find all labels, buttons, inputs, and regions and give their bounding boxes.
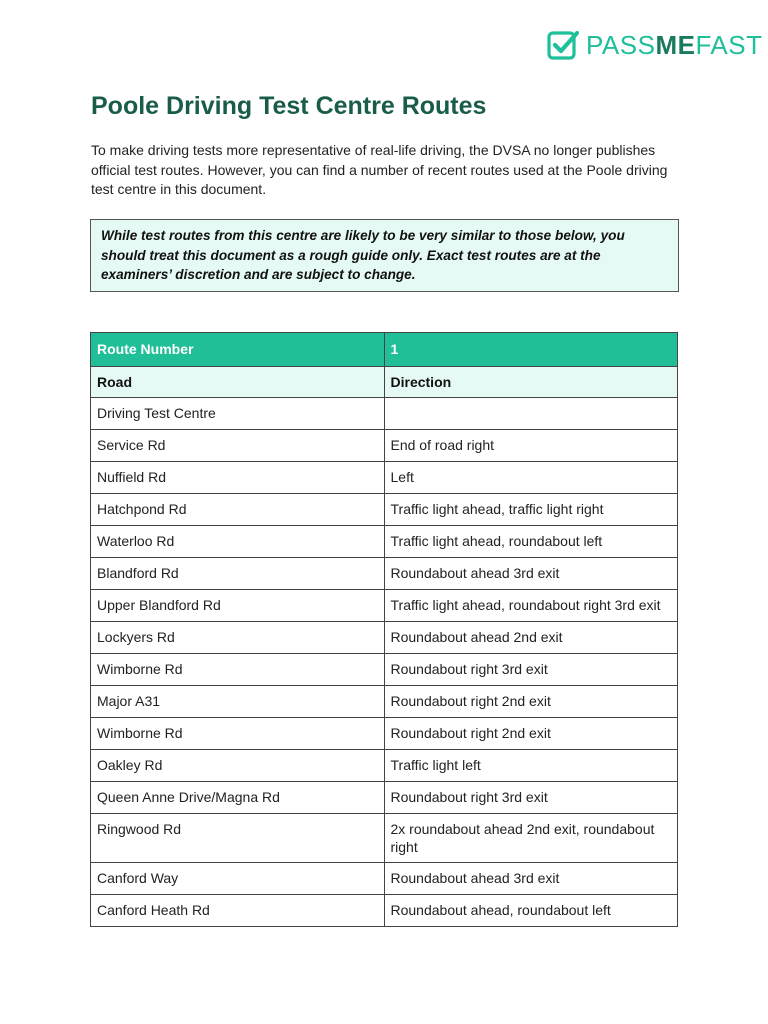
route-header-row <box>91 333 678 367</box>
table-row <box>91 462 678 494</box>
road-cell: Nuffield Rd <box>91 462 385 494</box>
road-cell: Ringwood Rd <box>91 814 385 863</box>
table-row <box>91 558 678 590</box>
table-row <box>91 863 678 895</box>
table-row <box>91 782 678 814</box>
brand-fast: FAST <box>695 29 763 60</box>
table-row <box>91 750 678 782</box>
brand-me: ME <box>655 29 696 60</box>
direction-cell: Traffic light ahead, roundabout right 3rd exit <box>384 590 678 622</box>
road-cell: Waterloo Rd <box>91 526 385 558</box>
road-cell: Driving Test Centre <box>91 398 385 430</box>
column-header-row <box>91 367 678 398</box>
direction-cell: Roundabout right 3rd exit <box>384 654 678 686</box>
road-cell: Canford Heath Rd <box>91 895 385 927</box>
road-cell: Oakley Rd <box>91 750 385 782</box>
route-table <box>90 332 678 927</box>
direction-cell: Roundabout ahead, roundabout left <box>384 895 678 927</box>
direction-cell: Roundabout right 2nd exit <box>384 718 678 750</box>
table-row <box>91 398 678 430</box>
direction-cell: Roundabout ahead 3rd exit <box>384 863 678 895</box>
road-cell: Blandford Rd <box>91 558 385 590</box>
direction-cell: 2x roundabout ahead 2nd exit, roundabout right <box>384 814 678 863</box>
table-row <box>91 622 678 654</box>
road-cell: Hatchpond Rd <box>91 494 385 526</box>
intro-paragraph: To make driving tests more representative of real-life driving, the DVSA no longer publishes official test routes. However, you can find a number of recent routes used at the Poole driving test centre in this document. <box>91 142 668 197</box>
direction-cell: End of road right <box>384 430 678 462</box>
direction-cell: Left <box>384 462 678 494</box>
table-row <box>91 430 678 462</box>
road-cell: Major A31 <box>91 686 385 718</box>
page-title: Poole Driving Test Centre Routes <box>91 92 487 120</box>
brand-wordmark <box>586 30 762 61</box>
road-cell: Lockyers Rd <box>91 622 385 654</box>
direction-cell: Roundabout right 2nd exit <box>384 686 678 718</box>
road-cell: Wimborne Rd <box>91 654 385 686</box>
table-row <box>91 494 678 526</box>
direction-cell: Traffic light left <box>384 750 678 782</box>
route-number-label: Route Number <box>91 333 385 367</box>
column-header-direction: Direction <box>384 367 678 398</box>
checkbox-check-icon <box>546 28 580 62</box>
table-row <box>91 526 678 558</box>
direction-cell: Traffic light ahead, roundabout left <box>384 526 678 558</box>
direction-cell: Roundabout ahead 3rd exit <box>384 558 678 590</box>
road-cell: Queen Anne Drive/Magna Rd <box>91 782 385 814</box>
brand-pass: PASS <box>586 29 656 60</box>
road-cell: Service Rd <box>91 430 385 462</box>
table-row <box>91 654 678 686</box>
brand-logo <box>546 28 762 62</box>
road-cell: Wimborne Rd <box>91 718 385 750</box>
table-row <box>91 686 678 718</box>
route-number-value: 1 <box>384 333 678 367</box>
notice-box: While test routes from this centre are likely to be very similar to those below, you should treat this document as a rough guide only. Exact test routes are at the examiners’ discretion and are subject to change. <box>90 219 679 292</box>
column-header-road: Road <box>91 367 385 398</box>
table-row <box>91 814 678 863</box>
direction-cell: Traffic light ahead, traffic light right <box>384 494 678 526</box>
direction-cell: Roundabout ahead 2nd exit <box>384 622 678 654</box>
road-cell: Upper Blandford Rd <box>91 590 385 622</box>
direction-cell: Roundabout right 3rd exit <box>384 782 678 814</box>
road-cell: Canford Way <box>91 863 385 895</box>
table-row <box>91 590 678 622</box>
direction-cell <box>384 398 678 430</box>
table-row <box>91 718 678 750</box>
table-row <box>91 895 678 927</box>
